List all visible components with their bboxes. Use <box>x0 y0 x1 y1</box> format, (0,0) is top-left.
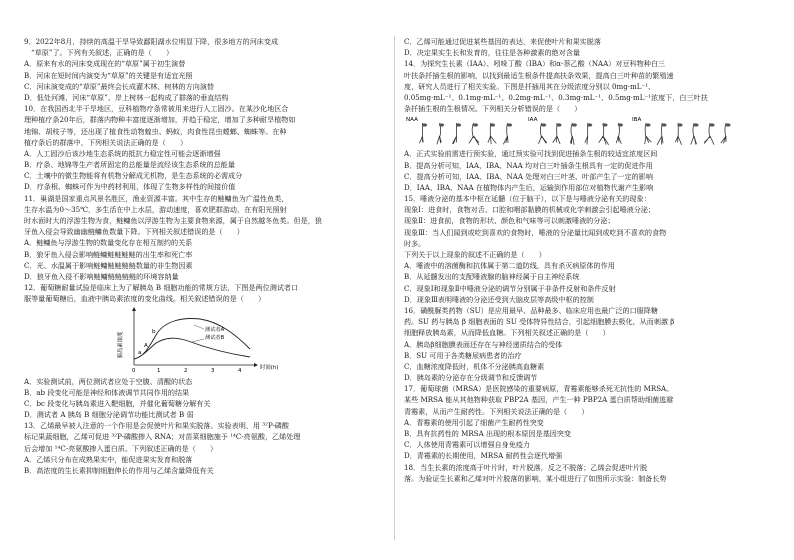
q17-line: 17．葡萄球菌（MRSA）是医院感染的重要病原，青霉素能够杀死无抗性的 MRSA。 <box>404 384 674 394</box>
q13-option: B．高浓度的生长素抑制细胞伸长的作用与乙烯含量降低有关 <box>24 466 214 475</box>
q15-line: 时多。 <box>404 238 426 248</box>
graph-x-tick: 1 <box>157 367 161 374</box>
q13-line: 后会增加 ¹⁴C-亮氨酸掺入蛋白质。下列叙述正确的是（ ） <box>24 443 218 453</box>
plant-cuttings <box>419 123 730 145</box>
cutting-leaf <box>490 124 495 127</box>
cutting-leaf <box>709 124 714 127</box>
q10-option: D．疗条根、蜘蛛可作为中药材利用，体现了生物多样性的间接价值 <box>24 182 236 192</box>
cutting-sprig <box>503 123 508 144</box>
graph-x-arrow <box>254 363 258 367</box>
q17-line: 某些 MRSA 能从其他物种获取 PBP2A 基因，产生一种 PBP2A 蛋白质帮助细菌逃避 <box>404 395 674 405</box>
q13-option: C．乙烯可能通过促进某些基因的表达，来促使叶片和果实脱落 <box>404 37 601 46</box>
q18-line: 落。为验证生长素和乙烯对叶片脱落的影响，某小组进行了如图所示实验：制备长势 <box>404 473 667 483</box>
q11-line: 11．巢湖是国家重点风景名胜区，渔业资源丰富。其中生存的鲢鳙鱼为广温性鱼类， <box>24 193 289 203</box>
cutting-leaf <box>507 124 512 127</box>
cutting-leaf <box>661 124 666 127</box>
q10-line: 10．在我国西北半干旱地区，豆科植物疗条常被用来进行人工固沙。在某沙化地区合 <box>24 104 289 114</box>
cutting-leaf <box>602 124 607 127</box>
cutting-sprig <box>585 123 588 145</box>
q12-option: C．bc 段变化与胰岛素进入靶细胞，并催化葡萄糖分解有关 <box>24 398 211 408</box>
question-9 <box>24 36 386 103</box>
question-12 <box>24 282 386 420</box>
graph-y-arrow <box>132 307 136 311</box>
point-label-a: a <box>138 349 142 356</box>
q10-option: A．人工固沙后该沙地生态系统的抵抗力稳定性可能会逐渐增强 <box>24 148 221 158</box>
q12-option: A．实验测试前，两位测试者应处于空腹、清醒的状态 <box>24 376 193 386</box>
q14-line: 14．为探究生长素（IAA）、吲哚丁酸（IBA）和α-萘乙酸（NAA）对豆科物种白三 <box>404 59 666 69</box>
graph-x-tick: 2 <box>184 367 188 374</box>
q13-line: 13．乙烯最早被人注意的一个作用是会促使叶片和果实脱落。实验表明，用 ³²P-磷酸 <box>24 421 289 431</box>
cutting-leaf <box>677 124 682 127</box>
q16-option: D．胰岛素的分泌存在分级调节和反馈调节 <box>404 373 538 383</box>
q10-option: C．土壤中的微生物能将有机物分解成无机物，是生态系统的必需成分 <box>24 171 243 181</box>
graph-y-label: 胰岛素浓度 <box>118 331 124 358</box>
q9-option: B．河床在短时间内演变为“草原”的关键是有适宜光照 <box>24 70 193 80</box>
figure-label-iba: IBA <box>632 117 642 124</box>
question-13 <box>24 420 386 476</box>
point-label-b: b <box>152 328 156 335</box>
q15-option: D．现象Ⅲ表明唾液的分泌还受到大脑皮层等高级中枢的控制 <box>404 294 594 304</box>
q14-option: A．正式实验前需进行预实验，通过预实验可找到促进插条生根的较适宜浓度区间 <box>404 149 658 159</box>
q11-line: 生存水温为0～35℃，多生活在中上水层，游动速度，喜欢肥群游动，在有阳光照射 <box>24 204 287 214</box>
q17-option: A．青霉素的使用引起了细菌产生耐药性突变 <box>404 417 544 427</box>
curve-tester-a <box>134 318 250 358</box>
legend-tester-a: 测试者A <box>205 326 225 333</box>
question-13-continued <box>404 36 766 58</box>
q12-line: 服等量葡萄糖后，血液中胰岛素浓度的变化曲线。相关叙述错误的是（ ） <box>24 294 266 304</box>
legend-tester-b: 测试者B <box>205 334 225 341</box>
q12-line: 12．葡萄糖耐量试验是临床上为了解胰岛 B 细胞功能的常规方法，下图是两位测试者口 <box>24 283 299 293</box>
question-15 <box>404 193 766 305</box>
q16-option: C．血糖浓度降低时，机体不分泌胰高血糖素 <box>404 361 545 371</box>
q16-line: 细胞释放胰岛素，从而降低血糖。下列相关叙述正确的是（ ） <box>404 328 610 338</box>
figure-label-iaa: IAA <box>528 117 538 124</box>
q17-line: 青霉素，从而产生耐药性。下列相关说法正确的是（ ） <box>404 406 589 416</box>
q10-option: B．疗条、地锦等生产者所固定的总能量是流经该生态系统的总能量 <box>24 160 235 170</box>
q9-option: C．河床演变成的“草原”最终会长成灌木林、树林的方向演替 <box>24 81 215 91</box>
insulin-graph <box>24 305 386 376</box>
column-divider <box>394 36 395 540</box>
q17-option: B．具有抗药性的 MRSA 出现的根本原因是基因突变 <box>404 429 572 438</box>
q17-option: D．青霉素的长期使用，MRSA 耐药性会逐代增强 <box>404 451 563 461</box>
q14-option: C．提高分析可知，IAA、IBA、NAA 处理对白三叶茎、叶部产生了一定的影响 <box>404 171 653 181</box>
cutting-leaf <box>725 124 730 127</box>
q18-line: 18．当生长素的浓度高于叶片时，叶片脱落，反之不脱落；乙烯会促进叶片脱 <box>404 462 648 472</box>
q14-line: 叶扶条扦插生根的影响，以找到最适生根条件提高扶条效果，提高白三叶种苗的繁殖速 <box>404 70 674 80</box>
cutting-figure <box>404 114 766 148</box>
q9-option: D．低处河滩、河床“草原”、岸上树林一起构成了群落的垂直结构 <box>24 92 229 102</box>
question-16 <box>404 305 766 383</box>
cutting-sprig <box>657 123 663 145</box>
legend-leader-a <box>194 325 204 329</box>
graph-x-label: 时间(h) <box>260 364 279 371</box>
insulin-graph-svg <box>24 305 386 376</box>
q11-option: B．狼牙鱼入侵会影响鲢鳙鲢鲢鲢鲢的出生率和死亡率 <box>24 249 193 259</box>
q14-line: 条扦插生根的生根情况。下列相关分析错误的是（ ） <box>404 104 582 114</box>
cutting-sprig <box>452 123 456 144</box>
q12-option: B．ab 段变化可能是神经和体液调节共同作用的结果 <box>24 387 190 397</box>
q11-option: D．狼牙鱼入侵不影响鲢鳙鲢鲢鲢鲢的环境容纳量 <box>24 271 179 281</box>
q11-option: C．光、水温属于影响鲢鳙鲢鲢鲢鲢数量的非生物因素 <box>24 260 193 270</box>
q16-line: 16．磺酰脲类药物（SU）是应用最早、品种最多、临床应用也最广泛的口服降糖 <box>404 305 658 315</box>
graph-x-tick: 0 <box>132 367 136 374</box>
q15-line: 现象Ⅰ：进食时，食物对舌、口腔和咽部黏膜的机械或化学刺激会引起唾液分泌； <box>404 205 656 215</box>
q15-line: 15．唾液分泌的基本中枢在延髓（位于脑干），以下是与唾液分泌有关的现象： <box>404 194 651 204</box>
graph-x-tick: 4 <box>238 367 242 374</box>
question-17 <box>404 383 766 461</box>
cutting-leaf <box>645 124 650 127</box>
q10-line: 理种植疗条20年后，群落内物种丰富度逐渐增加，并趋于稳定，增加了多种耐旱植物如 <box>24 115 296 125</box>
figure-label-naa: NAA <box>406 117 418 124</box>
graph-x-tick: 3 <box>211 367 215 374</box>
q11-line: 时水面时大的浮游生物为食，鲢鳙鱼以浮游生物为主要食物来源，属于自然越冬鱼类。但是，狼 <box>24 216 322 225</box>
cutting-leaf <box>556 124 561 127</box>
question-10 <box>24 103 386 193</box>
question-18 <box>404 462 766 484</box>
cutting-leaf <box>541 124 546 127</box>
cutting-leaf <box>439 124 444 127</box>
q15-option: C．现象Ⅰ和现象Ⅱ中唾液分泌的调节分别属于非条件反射和条件反射 <box>404 283 616 293</box>
q10-line: 植疗条后的群落中，下列相关说法正确的是（ ） <box>24 137 188 147</box>
q9-line: “草原”了。下列有关叙述，正确的是（ ） <box>31 48 174 58</box>
q15-line: 下列关于以上现象的叙述不正确的是（ ） <box>404 250 546 259</box>
question-14 <box>404 58 766 193</box>
q14-option: B．提高分析可知，IAA、IBA、NAA 均对白三叶插条生根具有一定的促进作用 <box>404 160 653 170</box>
q11-line: 牙鱼入侵会导致幽幽鲢鳙鱼数量下降。下列相关叙述错误的是（ ） <box>24 227 244 237</box>
q13-option: D．决定果实生长和发育的，往往是各种激素的绝对含量 <box>404 48 580 58</box>
q16-option: A．胰岛β细胞膜表面还存在与神经递质结合的受体 <box>404 339 563 349</box>
q13-line: 标记果蔬细胞，乙烯可促进 ³²P-磷酸掺入 RNA；对苗菜细胞施予 ¹⁴C-亮氨酸，乙烯处理 <box>24 432 301 442</box>
q14-line: 0.05mg·mL⁻¹、0.1mg·mL⁻¹、0.2mg·mL⁻¹、0.3mg·mL⁻¹、0.5mg·mL⁻¹浓度下，白三叶扶 <box>404 92 708 102</box>
q11-option: A．鲢鳙鱼与浮游生物的数量变化存在相互制约的关系 <box>24 238 193 248</box>
q14-line: 度，研究人员进行了相关实验。下图是扦插用其在分级浓度分别以 0mg·mL⁻¹、 <box>404 81 656 91</box>
cutting-leaf <box>587 124 592 127</box>
q15-line: 现象Ⅲ：当人们闻到或吃到喜欢的食物时，唾液的分泌量比闻到或吃到不喜欢的食物 <box>404 227 667 237</box>
q13-option: A．乙烯只分布在成熟果实中，能促进果实发育和脱落 <box>24 454 193 464</box>
left-column <box>24 36 386 476</box>
point-label-A: A <box>144 342 148 349</box>
q14-option: D．IAA、IBA、NAA 在植物体内产生后，运输到作用部位对植物代谢产生影响 <box>404 182 654 192</box>
cutting-leaf <box>572 124 577 127</box>
legend-leader-b <box>192 339 204 342</box>
cutting-leaf <box>422 124 427 127</box>
q15-option: A．唾液中的溶菌酶和抗体属于第二道防线，具有杀灭病原体的作用 <box>404 261 615 271</box>
curve-tester-b <box>134 338 250 359</box>
cutting-figure-svg <box>404 114 766 148</box>
q16-line: 药。SU 药与胰岛 β 细胞表面的 SU 受体特异性结合，引起细胞膜去极化，从而刺激 β <box>404 317 675 327</box>
q15-line: 现象Ⅱ：进食前，食物的形状、颜色和气味等可以刺激唾液的分泌； <box>404 216 615 226</box>
q9-option: A．原来有水的河床变成现在的“草原”属于初生演替 <box>24 59 186 69</box>
q9-line: 9．2022年8月，持续的高温干旱导致鄱阳湖水位明显下降，很多地方的河床变成 <box>24 37 279 46</box>
q17-option: C．人体使用青霉素可以增强自身免疫力 <box>404 440 531 450</box>
cutting-leaf <box>456 124 461 127</box>
q15-option: B．从延髓发出的支配唾液腺的脑神经属于自主神经系统 <box>404 272 580 282</box>
right-column <box>404 36 766 484</box>
q12-option: D．测试者 A 胰岛 B 细胞分泌调节功能比测试者 B 弱 <box>24 410 194 420</box>
q16-option: B．SU 可用于各类糖尿病患者的治疗 <box>404 350 522 360</box>
cutting-leaf <box>473 124 478 127</box>
cutting-sprig <box>721 123 726 143</box>
question-11 <box>24 193 386 283</box>
cutting-leaf <box>693 124 698 127</box>
q10-line: 地锦、胡枝子等，还出现了植食性动物蝗虫、蚂蚁，肉食性昆虫螳螂、蜘蛛等。在种 <box>24 126 287 136</box>
cutting-leaf <box>618 124 623 127</box>
